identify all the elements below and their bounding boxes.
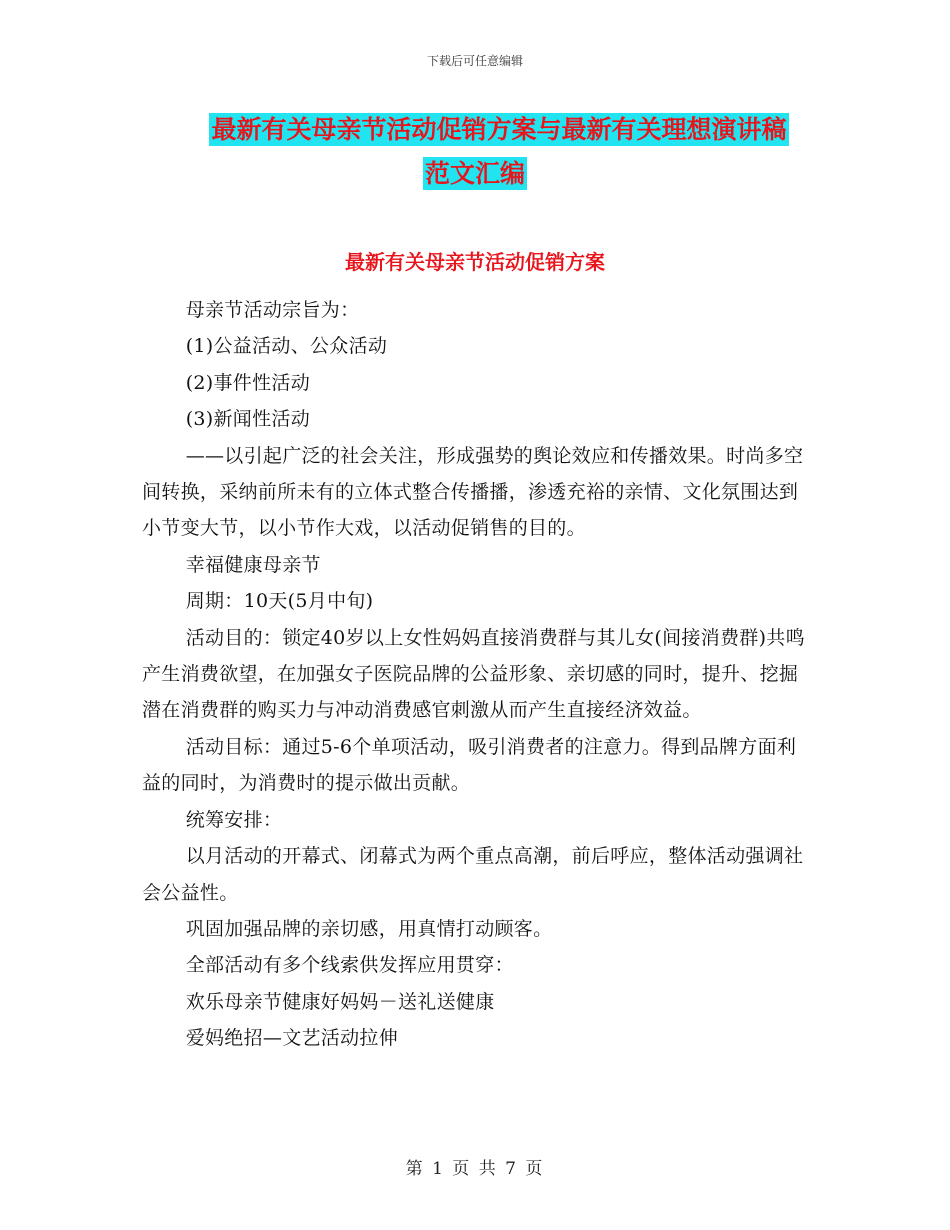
paragraph: (1)公益活动、公众活动 (185, 335, 388, 358)
document-title-line-1 (24, 110, 950, 150)
paragraph: 欢乐母亲节健康好妈妈－送礼送健康 (185, 990, 495, 1013)
paragraph: 活动目标：通过5-6个单项活动，吸引消费者的注意力。得到品牌方面利益的同时，为消费时的提示做出贡献。 (142, 735, 797, 795)
document-title-text-2: 范文汇编 (424, 159, 525, 188)
paragraph: 全部活动有多个线索供发挥应用贯穿： (185, 954, 514, 977)
paragraph: ——以引起广泛的社会关注，形成强势的舆论效应和传播效果。时尚多空间转换，采纳前所未有的立体式整合传播播，渗透充裕的亲情、文化氛围达到小节变大节，以小节作大戏，以活动促销售的目的。 (142, 444, 804, 540)
page-header-note: 下载后可任意编辑 (426, 54, 523, 68)
page-number-footer: 第 1 页 共 7 页 (405, 1159, 545, 1179)
paragraph: 周期：10天(5月中旬) (185, 590, 374, 613)
paragraph: 幸福健康母亲节 (185, 553, 321, 576)
document-body (142, 292, 810, 1057)
paragraph: 母亲节活动宗旨为： (185, 299, 360, 321)
paragraph: (3)新闻性活动 (185, 408, 311, 431)
document-title-line-2 (0, 154, 950, 194)
document-title-text-1: 最新有关母亲节活动促销方案与最新有关理想演讲稿 (211, 115, 787, 144)
paragraph: 活动目的：锁定40岁以上女性妈妈直接消费群与其儿女(间接消费群)共鸣产生消费欲望，在加强女子医院品牌的公益形象、亲切感的同时，提升、挖掘潜在消费群的购买力与冲动消费感官刺激从而产生直接经济效益。 (142, 626, 805, 722)
paragraph: 爱妈绝招—文艺活动拉伸 (185, 1027, 398, 1050)
paragraph: (2)事件性活动 (185, 371, 311, 394)
section-title: 最新有关母亲节活动促销方案 (345, 250, 605, 274)
paragraph: 以月活动的开幕式、闭幕式为两个重点高潮，前后呼应，整体活动强调社会公益性。 (142, 845, 804, 904)
paragraph: 巩固加强品牌的亲切感，用真情打动顾客。 (185, 917, 553, 940)
paragraph: 统筹安排： (185, 808, 283, 831)
